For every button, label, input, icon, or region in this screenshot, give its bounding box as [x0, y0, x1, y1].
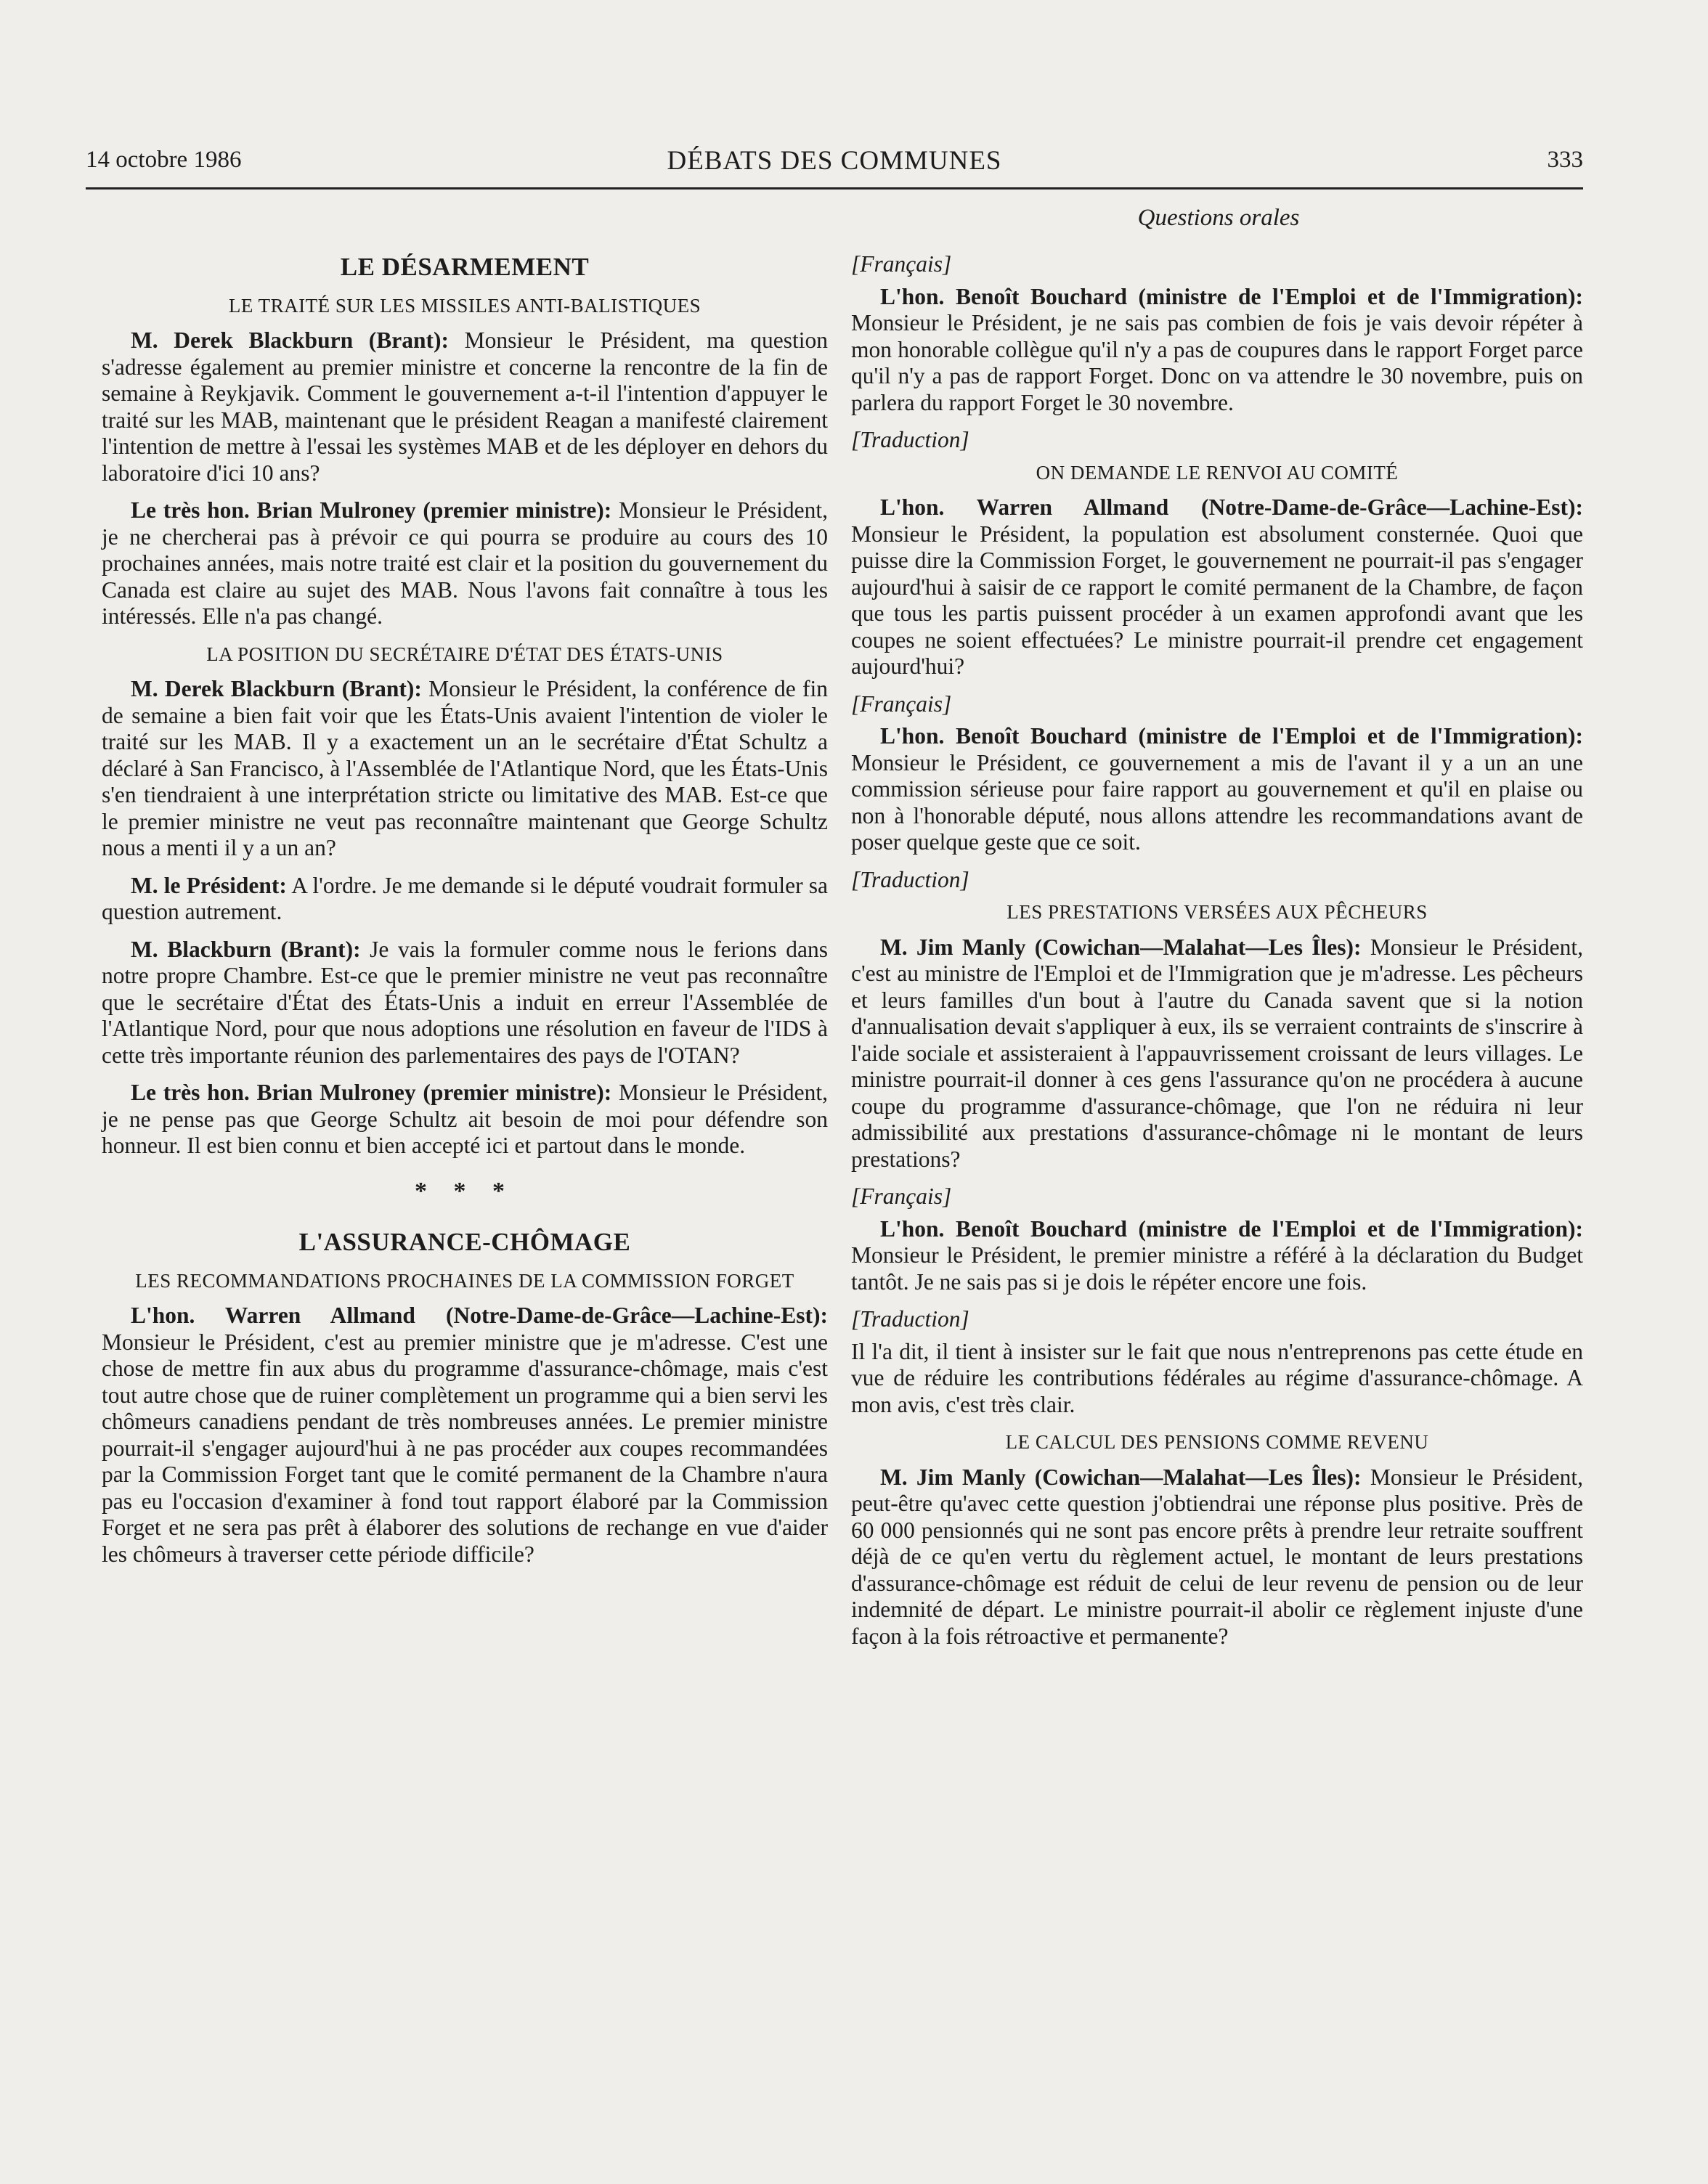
subheading-traite-mab: LE TRAITÉ SUR LES MISSILES ANTI-BALISTIQUES: [228, 294, 702, 317]
speaker: M. Jim Manly (Cowichan—Malahat—Les Îles):: [880, 1464, 1362, 1490]
speech: A l'ordre. Je me demande si le député voudrait formuler sa question autrement.: [102, 872, 828, 924]
paragraph: [851, 934, 1583, 1173]
speaker: Le très hon. Brian Mulroney (premier ministre):: [131, 497, 612, 523]
subheading-pecheurs: LES PRESTATIONS VERSÉES AUX PÊCHEURS: [1006, 901, 1428, 923]
heading-assurance-chomage: L'ASSURANCE-CHÔMAGE: [298, 1228, 631, 1256]
header-date: 14 octobre 1986: [86, 147, 242, 173]
speech: Monsieur le Président, c'est au premier ministre que je m'adresse. C'est une chose de mettre fin aux abus du programme d'assurance-chômage, mais c'est tout autre chose que de ruiner complètement un programme qui a bien servi les chômeurs canadiens pendant de très nombreuses années. Le premier ministre pourrait-il s'engager aujourd'hui à ne pas procéder aux coupes recommandées par la Commission Forget tant que le comité permanent de la Chambre n'aura pas eu l'occasion d'examiner à fond tout rapport élaboré par la Commission Forget et ne sera pas prêt à élaborer des solutions de rechange en vue d'aider les chômeurs à traverser cette période difficile?: [102, 1329, 828, 1567]
speech: Monsieur le Président, ma question s'adresse également au premier ministre et concerne la rencontre de la fin de semaine à Reykjavik. Comment le gouvernement a-t-il l'intention d'appuyer le traité sur les MAB, maintenant que le président Reagan a manifesté clairement l'intention de mettre à l'essai les systèmes MAB et de les déployer en dehors du laboratoire d'ici 10 ans?: [102, 327, 828, 486]
subheading-calcul-pensions: LE CALCUL DES PENSIONS COMME REVENU: [1005, 1431, 1429, 1453]
speech: Monsieur le Président, le premier ministre a référé à la déclaration du Budget tantôt. Je ne sais pas si je dois le répéter encore une fois.: [851, 1242, 1583, 1295]
speaker: L'hon. Benoît Bouchard (ministre de l'Emploi et de l'Immigration):: [880, 723, 1583, 749]
speech: Je vais la formuler comme nous le ferions dans notre propre Chambre. Est-ce que le premier ministre ne veut pas reconnaître que le secrétaire d'État des États-Unis a induit en erreur l'Assemblée de l'Atlantique Nord, pour que nous adoptions une résolution en faveur de l'IDS à cette très importante réunion des parlementaires des pays de l'OTAN?: [102, 936, 828, 1068]
language-tag: [Traduction]: [851, 427, 969, 452]
speaker: M. Jim Manly (Cowichan—Malahat—Les Îles):: [880, 934, 1362, 960]
speaker: L'hon. Warren Allmand (Notre-Dame-de-Grâce—Lachine-Est):: [131, 1303, 828, 1328]
section-separator: * * *: [415, 1177, 515, 1205]
language-tag: [Français]: [851, 1183, 952, 1209]
header-title: DÉBATS DES COMMUNES: [667, 146, 1002, 176]
speech: Monsieur le Président, peut-être qu'avec cette question j'obtiendrai une réponse plus positive. Près de 60 000 pensionnés qui ne sont pas encore prêts à prendre leur retraite souffrent déjà de ce qu'en vertu du règlement actuel, le montant de leurs prestations d'assurance-chômage est réduit de celui de leur revenu de pension ou de leur indemnité de départ. Le ministre pourrait-il abolir ce règlement injuste d'une façon à la fois rétroactive et permanente?: [851, 1464, 1583, 1649]
right-column: [851, 247, 1583, 1661]
language-tag: [Français]: [851, 690, 952, 717]
paragraph: [102, 937, 828, 1069]
subheading-position-secretaire: LA POSITION DU SECRÉTAIRE D'ÉTAT DES ÉTATS-UNIS: [206, 643, 723, 665]
paragraph: [102, 327, 828, 486]
speaker: M. Derek Blackburn (Brant):: [131, 676, 422, 701]
paragraph: [851, 723, 1583, 856]
speech: Monsieur le Président, la conférence de fin de semaine a bien fait voir que les États-Unis avaient l'intention de violer le traité sur les MAB. Il y a exactement un an le secrétaire d'État Schultz a déclaré à San Francisco, à l'Assemblée de l'Atlantique Nord, que les États-Unis s'en tiendraient à une interprétation stricte ou limitative des MAB. Est-ce que le premier ministre ne veut pas reconnaître maintenant que George Schultz nous a menti il y a un an?: [102, 676, 828, 860]
speaker: L'hon. Benoît Bouchard (ministre de l'Emploi et de l'Immigration):: [880, 283, 1583, 309]
speaker: M. Blackburn (Brant):: [131, 936, 361, 962]
heading-desarmement: LE DÉSARMEMENT: [340, 253, 590, 281]
speech: Monsieur le Président, je ne chercherai pas à prévoir ce qui pourra se produire au cours des 10 prochaines années, mais notre traité est clair et la position du gouvernement du Canada est claire au sujet des MAB. Nous l'avons fait connaître à tous les intéressés. Elle n'a pas changé.: [102, 497, 828, 629]
paragraph: [851, 1216, 1583, 1296]
language-tag: [Français]: [851, 251, 952, 277]
speaker: M. le Président:: [131, 872, 287, 898]
paragraph: [851, 284, 1583, 417]
speaker: Le très hon. Brian Mulroney (premier ministre):: [131, 1080, 612, 1105]
speaker: L'hon. Benoît Bouchard (ministre de l'Emploi et de l'Immigration):: [880, 1215, 1583, 1242]
speaker: L'hon. Warren Allmand (Notre-Dame-de-Grâce—Lachine-Est):: [880, 494, 1583, 520]
subheading-commission-forget: LES RECOMMANDATIONS PROCHAINES DE LA COMMISSION FORGET: [135, 1269, 794, 1292]
speech: Monsieur le Président, ce gouvernement a mis de l'avant il y a un an une commission sérieuse pour faire rapport au gouvernement et qu'il en plaise ou non à l'honorable député, nous allons attendre les recommandations avant de poser quelque geste que ce soit.: [851, 749, 1583, 855]
speech: Monsieur le Président, c'est au ministre de l'Emploi et de l'Immigration que je m'adresse. Les pêcheurs et leurs familles d'un bout à l'autre du Canada savent que si la notion d'annualisation devait s'appliquer à eux, ils se verraient contraints de s'inscrire à l'aide sociale et assisteraient à l'appauvrissement croissant de leurs villages. Le ministre pourrait-il donner à ces gens l'assurance qu'on ne procédera à aucune coupe du programme d'assurance-chômage, que l'on ne réduira ni leur admissibilité aux prestations d'assurance-chômage ni le montant de leurs prestations?: [851, 934, 1583, 1172]
paragraph: [102, 873, 828, 926]
language-tag: [Traduction]: [851, 866, 969, 892]
paragraph: [851, 494, 1583, 680]
paragraph: [851, 1464, 1583, 1650]
subheading-renvoi-comite: ON DEMANDE LE RENVOI AU COMITÉ: [1036, 461, 1399, 484]
section-label: Questions orales: [1137, 205, 1300, 231]
language-tag: [Traduction]: [851, 1306, 969, 1332]
paragraph: [102, 676, 828, 862]
left-column: [102, 247, 828, 1578]
paragraph: Il l'a dit, il tient à insister sur le fait que nous n'entreprenons pas cette étude en vue de réduire les contributions fédérales au régime d'assurance-chômage. A mon avis, c'est très clair.: [851, 1338, 1583, 1417]
paragraph: [102, 1303, 828, 1568]
speech: Monsieur le Président, je ne pense pas que George Schultz ait besoin de moi pour défendre son honneur. Il est bien connu et bien accepté ici et partout dans le monde.: [102, 1080, 828, 1158]
paragraph: [102, 497, 828, 630]
speech: Monsieur le Président, je ne sais pas combien de fois je vais devoir répéter à mon honorable collègue qu'il n'y a pas de coupures dans le rapport Forget parce qu'il n'y a pas de rapport Forget. Donc on va attendre le 30 novembre, puis on parlera du rapport Forget le 30 novembre.: [851, 310, 1583, 415]
page-number: 333: [1547, 147, 1583, 173]
speaker: M. Derek Blackburn (Brant):: [131, 327, 449, 353]
paragraph: [102, 1080, 828, 1160]
page-header: [86, 144, 1583, 190]
speech: Monsieur le Président, la population est absolument consternée. Quoi que puisse dire la Commission Forget, le gouvernement ne pourrait-il pas s'engager aujourd'hui à saisir de ce rapport le comité permanent de la Chambre, de façon que tous les partis puissent procéder à un examen approfondi avant que les coupes ne soient effectuées? Le ministre pourrait-il prendre cet engagement aujourd'hui?: [851, 521, 1583, 679]
